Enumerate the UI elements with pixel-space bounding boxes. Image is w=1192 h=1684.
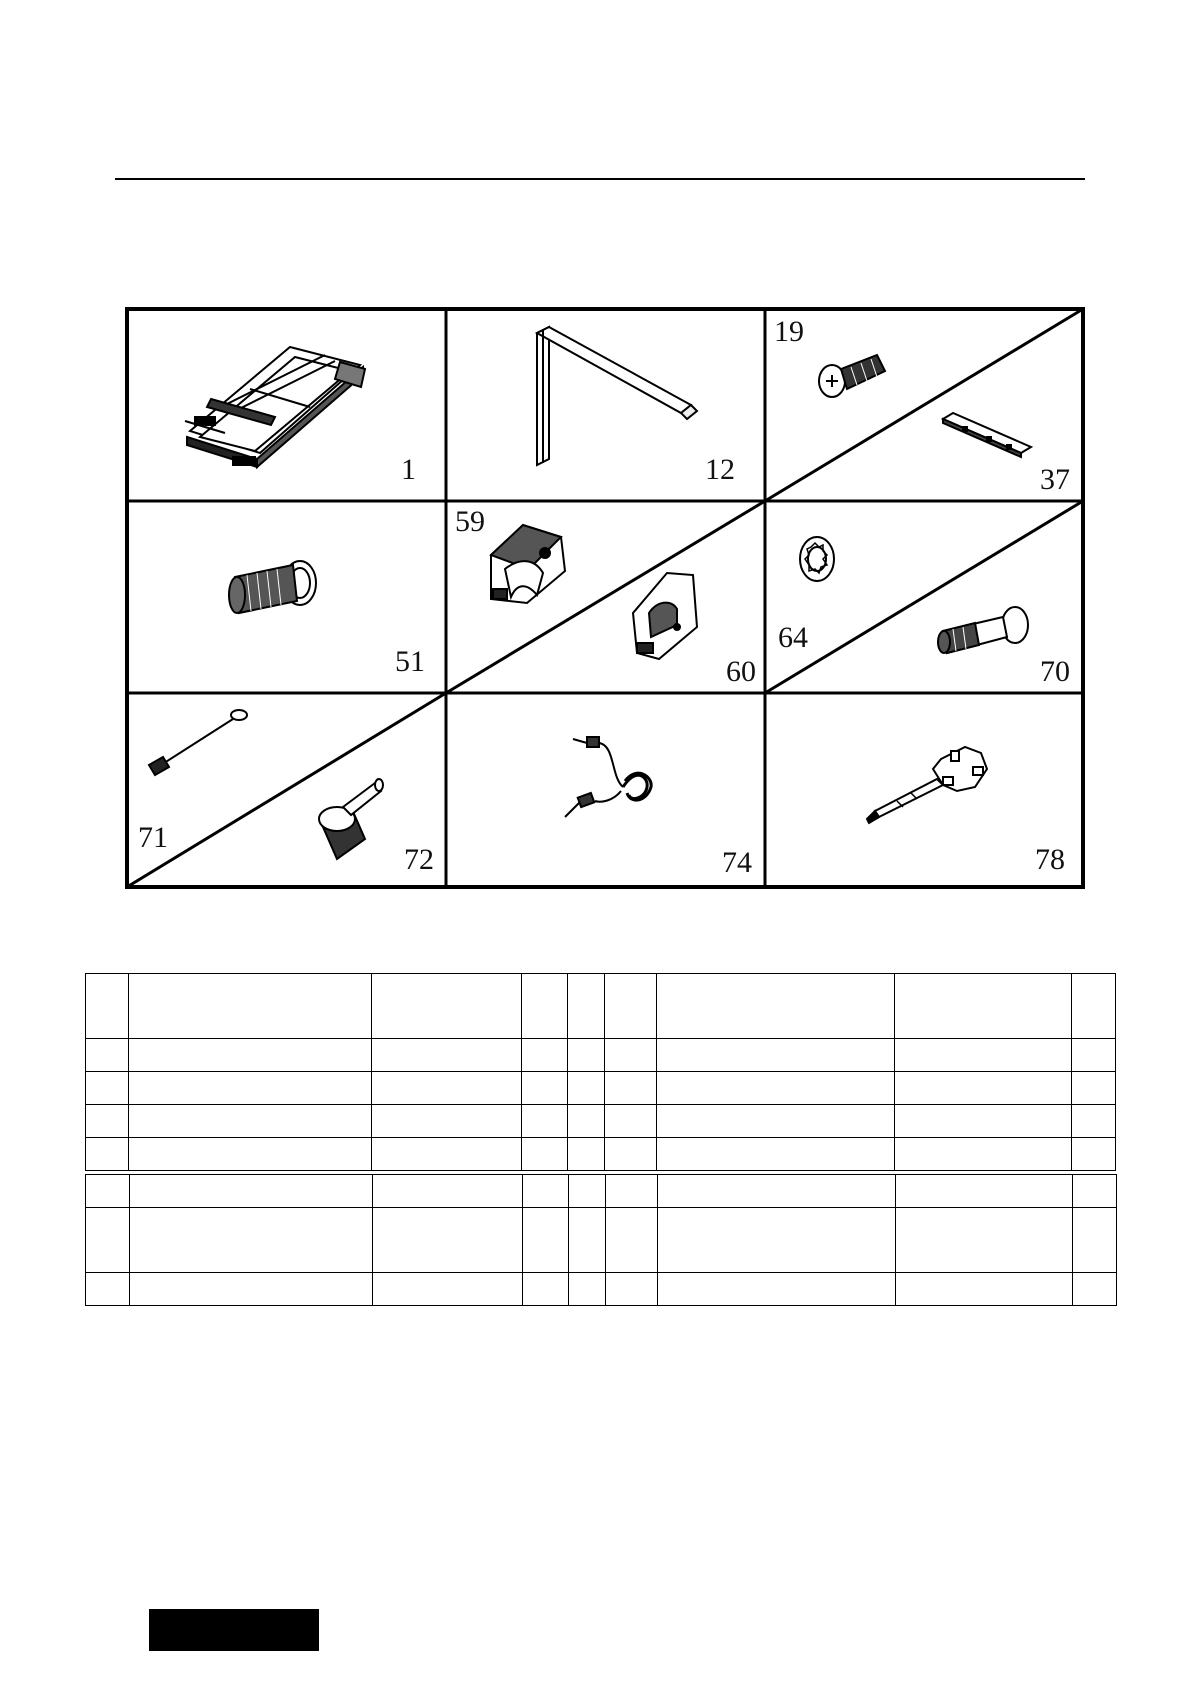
- part-number-70: 70: [1040, 655, 1070, 688]
- part-51-bolt-drawing: [229, 561, 316, 613]
- table-row: [86, 1072, 1116, 1105]
- part-64-star-washer-drawing: [800, 537, 834, 581]
- table-row: [86, 1273, 1117, 1306]
- part-71-safety-clip-drawing: [149, 710, 247, 775]
- header-rule: [115, 178, 1085, 180]
- part-number-71: 71: [138, 821, 168, 854]
- part-78-multi-tool-drawing: [867, 747, 987, 823]
- part-number-64: 64: [778, 621, 808, 654]
- part-60-cover-drawing: [633, 573, 697, 659]
- part-number-1: 1: [401, 453, 416, 486]
- part-number-59: 59: [455, 505, 485, 538]
- cell-diagonal-64-70: [765, 501, 1083, 693]
- part-70-shoulder-bolt-drawing: [938, 607, 1028, 653]
- part-number-78: 78: [1035, 843, 1065, 876]
- table-header-row: [86, 974, 1116, 1039]
- cell-diagonal-19-37: [765, 309, 1083, 501]
- part-59-bracket-drawing: [491, 525, 565, 603]
- parts-diagram: [125, 307, 1085, 889]
- footer-black-bar: [149, 1609, 319, 1651]
- part-number-60: 60: [726, 655, 756, 688]
- part-number-74: 74: [722, 846, 752, 879]
- part-number-37: 37: [1040, 463, 1070, 496]
- part-number-72: 72: [404, 843, 434, 876]
- part-number-19: 19: [774, 315, 804, 348]
- table-row: [86, 1175, 1117, 1208]
- part-19-screw-drawing: [819, 355, 885, 397]
- part-74-audio-cable-drawing: [565, 737, 651, 817]
- part-12-allen-key-drawing: [537, 327, 697, 465]
- part-1-deck-frame-drawing: [185, 347, 365, 467]
- parts-diagram-drawing: [125, 307, 1085, 889]
- cell-diagonal-71-72: [127, 693, 446, 887]
- parts-list-table-upper: [85, 973, 1116, 1171]
- table-row: [86, 1208, 1117, 1273]
- table-row: [86, 1039, 1116, 1072]
- part-number-51: 51: [395, 645, 425, 678]
- table-row: [86, 1138, 1116, 1171]
- table-row: [86, 1105, 1116, 1138]
- parts-list-table-lower: [85, 1174, 1117, 1306]
- part-number-12: 12: [705, 453, 735, 486]
- part-37-trim-strip-drawing: [943, 413, 1031, 457]
- part-72-safety-key-drawing: [319, 779, 383, 859]
